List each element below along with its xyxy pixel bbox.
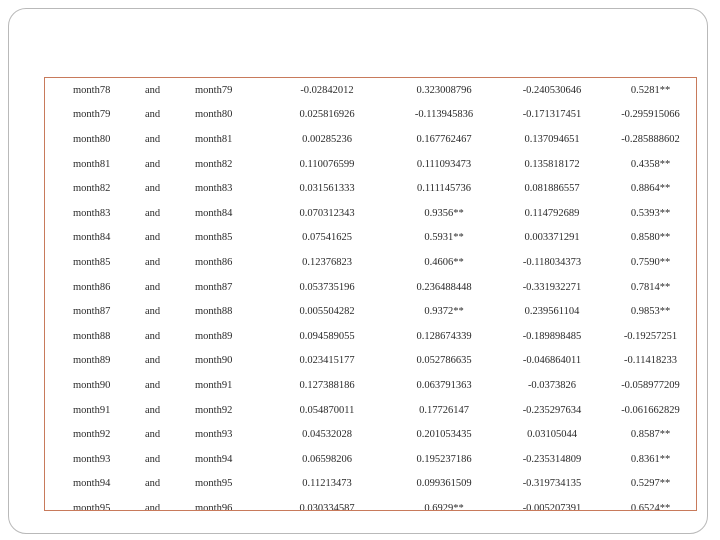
- value-col4-cell: 0.8580**: [630, 232, 671, 244]
- value-col2-cell: 0.063791363: [416, 379, 472, 391]
- value-col4-cell: -0.285888602: [621, 133, 680, 145]
- month-to-cell: month90: [195, 355, 233, 367]
- month-from-cell: month89: [73, 355, 111, 367]
- month-from-cell: month87: [73, 306, 111, 318]
- value-col3-cell: -0.0373826: [527, 379, 577, 391]
- value-col2-cell: -0.113945836: [414, 109, 474, 121]
- and-cell: and: [145, 306, 161, 318]
- and-cell: and: [145, 207, 161, 219]
- value-col2-cell: 0.167762467: [416, 133, 472, 145]
- value-col2-cell: 0.5931**: [424, 232, 464, 244]
- table-row: [45, 176, 696, 201]
- month-from-cell: month95: [73, 502, 111, 511]
- value-col2-cell: 0.4606**: [424, 256, 464, 268]
- month-from-cell: month78: [73, 84, 111, 96]
- month-to-cell: month79: [195, 84, 233, 96]
- table-row: [45, 422, 696, 447]
- value-col1-cell: 0.04532028: [302, 429, 352, 441]
- table-row: [45, 152, 696, 177]
- value-col4-cell: 0.9853**: [630, 306, 671, 318]
- table-row: [45, 398, 696, 423]
- value-col3-cell: -0.046864011: [522, 355, 582, 367]
- table-row: [45, 250, 696, 275]
- month-from-cell: month91: [73, 404, 111, 416]
- slide-frame: [8, 8, 708, 534]
- value-col2-cell: 0.17726147: [419, 404, 469, 416]
- value-col3-cell: -0.235297634: [522, 404, 582, 416]
- table-body: [45, 78, 696, 511]
- value-col4-cell: 0.7590**: [630, 256, 671, 268]
- value-col3-cell: 0.135818172: [524, 158, 580, 170]
- and-cell: and: [145, 502, 161, 511]
- month-from-cell: month82: [73, 183, 111, 195]
- value-col2-cell: 0.323008796: [416, 84, 472, 96]
- value-col2-cell: 0.9372**: [424, 306, 464, 318]
- value-col2-cell: 0.111093473: [416, 158, 472, 170]
- value-col4-cell: 0.5393**: [630, 207, 671, 219]
- value-col3-cell: -0.331932271: [522, 281, 582, 293]
- value-col2-cell: 0.236488448: [416, 281, 472, 293]
- value-col4-cell: -0.19257251: [623, 330, 678, 342]
- month-to-cell: month92: [195, 404, 233, 416]
- value-col3-cell: 0.081886557: [524, 183, 580, 195]
- and-cell: and: [145, 404, 161, 416]
- month-from-cell: month93: [73, 453, 111, 465]
- value-col3-cell: -0.235314809: [522, 453, 582, 465]
- month-to-cell: month81: [195, 133, 233, 145]
- value-col3-cell: 0.239561104: [524, 306, 580, 318]
- month-from-cell: month94: [73, 478, 111, 490]
- value-col2-cell: 0.128674339: [416, 330, 472, 342]
- value-col4-cell: -0.11418233: [624, 355, 677, 367]
- value-col1-cell: 0.00285236: [302, 133, 352, 145]
- table-row: [45, 349, 696, 374]
- value-col1-cell: 0.005504282: [299, 306, 355, 318]
- value-col2-cell: 0.099361509: [416, 478, 472, 490]
- value-col4-cell: 0.4358**: [630, 158, 671, 170]
- table-row: [45, 103, 696, 128]
- month-from-cell: month88: [73, 330, 111, 342]
- table-row: [45, 299, 696, 324]
- value-col3-cell: 0.114792689: [524, 207, 580, 219]
- value-col4-cell: 0.8587**: [630, 429, 671, 441]
- value-col4-cell: 0.7814**: [630, 281, 671, 293]
- value-col4-cell: 0.8361**: [630, 453, 671, 465]
- table-row: [45, 127, 696, 152]
- value-col4-cell: -0.295915066: [621, 109, 680, 121]
- and-cell: and: [145, 281, 161, 293]
- value-col4-cell: 0.5297**: [630, 478, 671, 490]
- and-cell: and: [145, 133, 161, 145]
- month-from-cell: month79: [73, 109, 111, 121]
- value-col3-cell: -0.189898485: [522, 330, 582, 342]
- table-row: [45, 324, 696, 349]
- value-col2-cell: 0.201053435: [416, 429, 472, 441]
- and-cell: and: [145, 84, 161, 96]
- value-col1-cell: 0.11213473: [302, 478, 352, 490]
- value-col2-cell: 0.6929**: [424, 502, 464, 511]
- month-to-cell: month96: [195, 502, 233, 511]
- month-to-cell: month91: [195, 379, 233, 391]
- and-cell: and: [145, 429, 161, 441]
- value-col3-cell: 0.03105044: [527, 429, 577, 441]
- table-row: [45, 496, 696, 511]
- value-col1-cell: 0.127388186: [299, 379, 355, 391]
- value-col1-cell: -0.02842012: [300, 84, 354, 96]
- month-to-cell: month82: [195, 158, 233, 170]
- value-col1-cell: 0.053735196: [299, 281, 355, 293]
- value-col4-cell: 0.5281**: [630, 84, 671, 96]
- month-from-cell: month86: [73, 281, 111, 293]
- table-row: [45, 275, 696, 300]
- table-row: [45, 201, 696, 226]
- month-from-cell: month92: [73, 429, 111, 441]
- month-from-cell: month83: [73, 207, 111, 219]
- and-cell: and: [145, 109, 161, 121]
- and-cell: and: [145, 232, 161, 244]
- value-col1-cell: 0.031561333: [299, 183, 355, 195]
- month-to-cell: month95: [195, 478, 233, 490]
- value-col1-cell: 0.06598206: [302, 453, 352, 465]
- and-cell: and: [145, 256, 161, 268]
- and-cell: and: [145, 355, 161, 367]
- value-col3-cell: 0.003371291: [524, 232, 580, 244]
- month-to-cell: month93: [195, 429, 233, 441]
- and-cell: and: [145, 158, 161, 170]
- value-col1-cell: 0.110076599: [299, 158, 355, 170]
- month-to-cell: month84: [195, 207, 233, 219]
- value-col2-cell: 0.111145736: [417, 183, 471, 195]
- and-cell: and: [145, 379, 161, 391]
- month-to-cell: month89: [195, 330, 233, 342]
- value-col1-cell: 0.030334587: [299, 502, 355, 511]
- month-from-cell: month90: [73, 379, 111, 391]
- value-col1-cell: 0.070312343: [299, 207, 355, 219]
- table-row: [45, 226, 696, 251]
- table-row: [45, 78, 696, 103]
- month-from-cell: month80: [73, 133, 111, 145]
- correlation-table: [44, 77, 697, 511]
- value-col2-cell: 0.052786635: [416, 355, 472, 367]
- value-col2-cell: 0.9356**: [424, 207, 464, 219]
- and-cell: and: [145, 183, 161, 195]
- table-row: [45, 447, 696, 472]
- value-col1-cell: 0.025816926: [299, 109, 355, 121]
- value-col3-cell: -0.240530646: [522, 84, 582, 96]
- table-row: [45, 373, 696, 398]
- and-cell: and: [145, 330, 161, 342]
- table-row: [45, 472, 696, 497]
- and-cell: and: [145, 478, 161, 490]
- value-col3-cell: 0.137094651: [524, 133, 580, 145]
- month-to-cell: month86: [195, 256, 233, 268]
- month-to-cell: month87: [195, 281, 233, 293]
- month-to-cell: month80: [195, 109, 233, 121]
- value-col4-cell: -0.058977209: [621, 379, 680, 391]
- value-col3-cell: -0.005207391: [522, 502, 582, 511]
- value-col3-cell: -0.118034373: [522, 256, 582, 268]
- value-col2-cell: 0.195237186: [416, 453, 472, 465]
- value-col1-cell: 0.023415177: [299, 355, 355, 367]
- value-col1-cell: 0.094589055: [299, 330, 355, 342]
- value-col3-cell: -0.319734135: [522, 478, 582, 490]
- month-from-cell: month81: [73, 158, 111, 170]
- month-to-cell: month88: [195, 306, 233, 318]
- value-col1-cell: 0.054870011: [299, 404, 355, 416]
- value-col4-cell: 0.8864**: [630, 183, 671, 195]
- value-col4-cell: -0.061662829: [621, 404, 680, 416]
- month-to-cell: month83: [195, 183, 233, 195]
- value-col1-cell: 0.12376823: [302, 256, 352, 268]
- value-col4-cell: 0.6524**: [630, 502, 671, 511]
- month-to-cell: month94: [195, 453, 233, 465]
- month-to-cell: month85: [195, 232, 233, 244]
- month-from-cell: month84: [73, 232, 111, 244]
- month-from-cell: month85: [73, 256, 111, 268]
- value-col3-cell: -0.171317451: [522, 109, 582, 121]
- and-cell: and: [145, 453, 161, 465]
- value-col1-cell: 0.07541625: [302, 232, 352, 244]
